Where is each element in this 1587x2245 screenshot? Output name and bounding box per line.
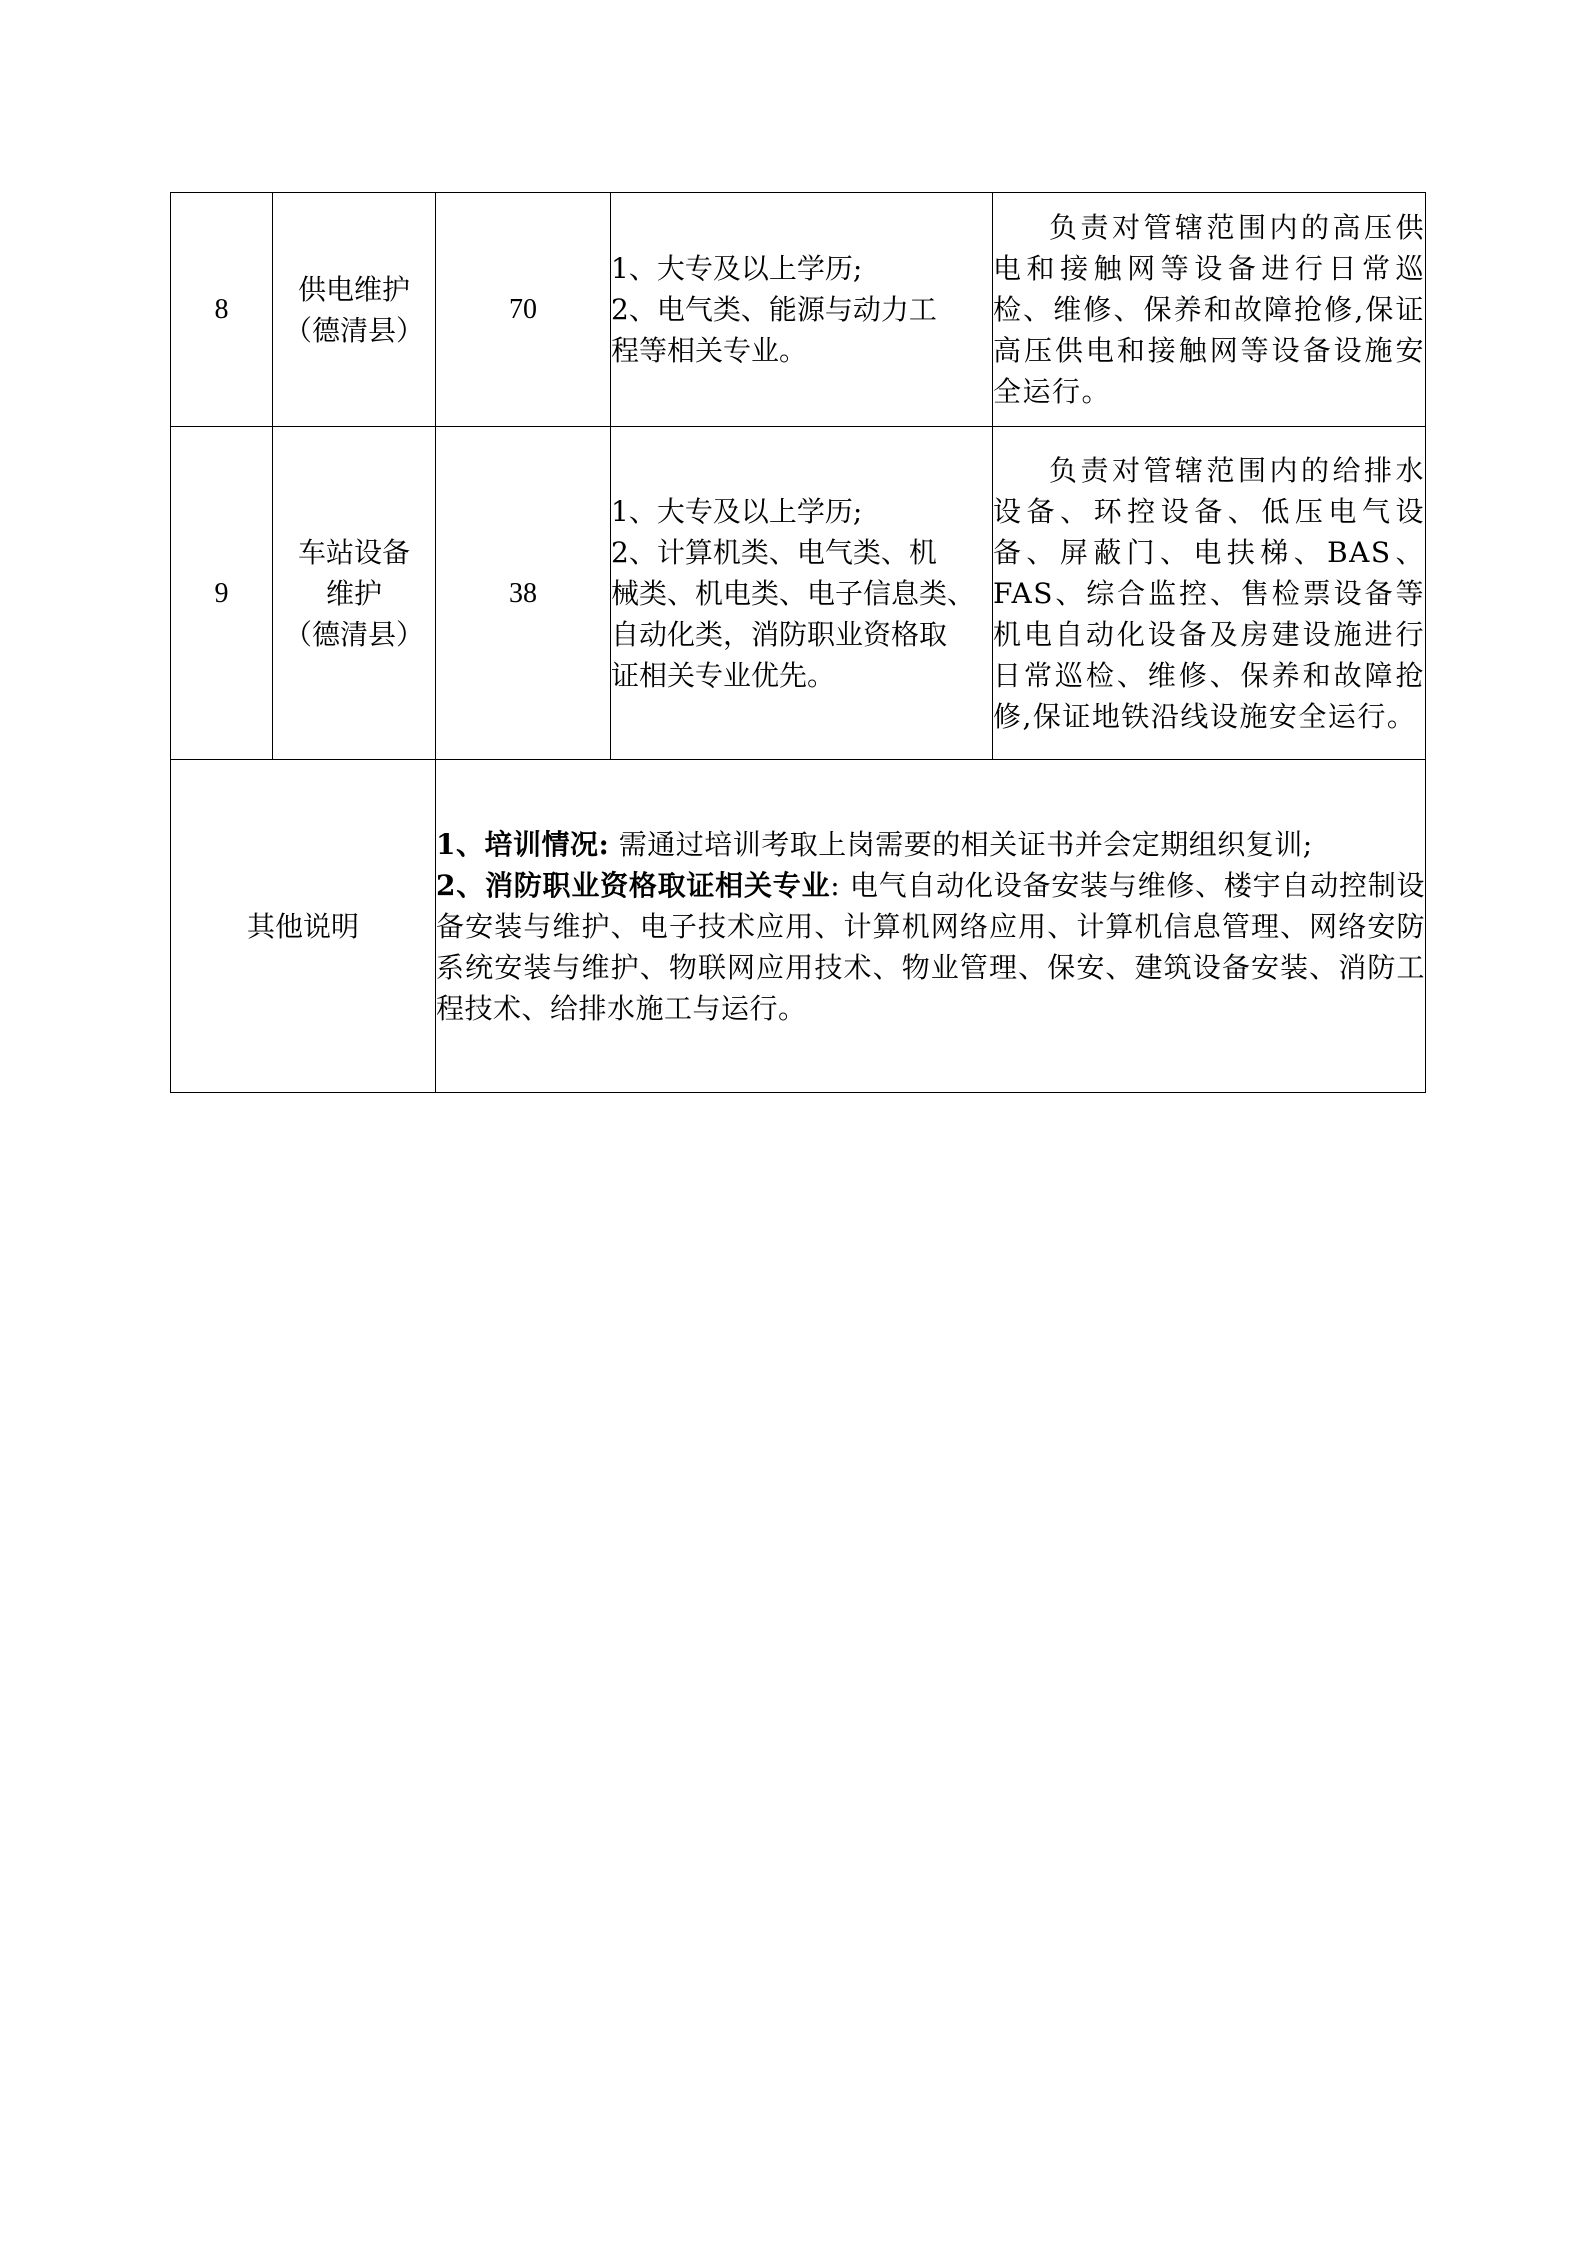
requirement-line: 2、计算机类、电气类、机 — [611, 535, 937, 569]
requirement-line: 自动化类，消防职业资格取 — [611, 617, 948, 651]
post-name-line: 车站设备 — [297, 535, 410, 569]
job-duties — [993, 427, 1426, 760]
requirements — [611, 427, 993, 760]
post-name — [273, 193, 436, 427]
note-item-title: 2、消防职业资格取证相关专业 — [436, 868, 831, 902]
notes-row — [171, 760, 1426, 1093]
job-duties — [993, 193, 1426, 427]
requirement-line: 械类、机电类、电子信息类、 — [611, 576, 976, 610]
recruitment-table — [170, 192, 1426, 1093]
requirements — [611, 193, 993, 427]
table-row — [171, 193, 1426, 427]
note-item-text: 需通过培训考取上岗需要的相关证书并会定期组织复训; — [609, 827, 1313, 861]
requirement-line: 证相关专业优先。 — [611, 658, 836, 692]
job-duties-text: 负责对管辖范围内的高压供电和接触网等设备进行日常巡检、维修、保养和故障抢修,保证高压供电和接触网等设备设施安全运行。 — [993, 211, 1425, 408]
note-item-title: 1、培训情况: — [436, 827, 610, 861]
requirement-line: 程等相关专业。 — [611, 334, 808, 367]
table-row — [171, 427, 1426, 760]
post-name-line: （德清县） — [283, 313, 424, 347]
note-item-majors — [436, 865, 1425, 1029]
row-number: 8 — [171, 193, 273, 427]
headcount: 70 — [436, 193, 611, 427]
requirement-line: 1、大专及以上学历; — [611, 494, 863, 528]
note-item-text: : 电气自动化设备安装与维修、楼宇自动控制设备安装与维护、电子技术应用、计算机网络应用、计算机信息管理、网络安防系统安装与维护、物联网应用技术、物业管理、保安、建筑设备安装、消防工程技术、给排水施工与运行。 — [436, 868, 1425, 1025]
post-name — [273, 427, 436, 760]
post-name-line: 供电维护 — [297, 272, 410, 306]
job-duties-text: 负责对管辖范围内的给排水设备、环控设备、低压电气设备、屏蔽门、电扶梯、BAS、FAS、综合监控、售检票设备等机电自动化设备及房建设施进行日常巡检、维修、保养和故障抢修,保证地铁沿线设施安全运行。 — [993, 453, 1425, 733]
requirement-line: 1、大专及以上学历; — [611, 252, 863, 285]
row-number: 9 — [171, 427, 273, 760]
requirement-line: 2、电气类、能源与动力工 — [611, 293, 937, 326]
other-notes-content — [436, 760, 1426, 1093]
other-notes-label: 其他说明 — [171, 760, 436, 1093]
note-item-training — [436, 824, 1425, 865]
headcount: 38 — [436, 427, 611, 760]
post-name-line: 维护 — [325, 576, 382, 610]
post-name-line: （德清县） — [283, 617, 424, 651]
